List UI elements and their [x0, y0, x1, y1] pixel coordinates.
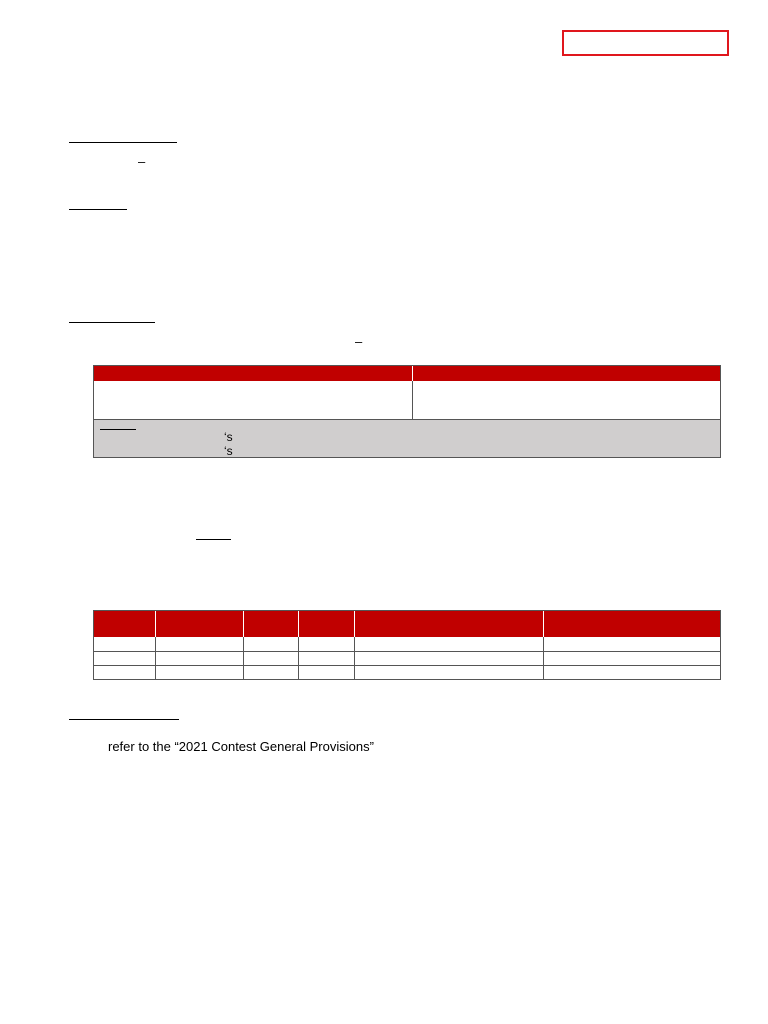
note-label-underline: [100, 429, 136, 430]
dash-mark-2: –: [355, 334, 363, 349]
schedule-column-divider-2: [243, 637, 244, 679]
schedule-header-divider-3: [298, 611, 299, 637]
schedule-table: [93, 610, 721, 680]
section-heading-underline-1: [69, 142, 177, 143]
schedule-row-divider-2: [94, 665, 720, 666]
schedule-column-divider-3: [298, 637, 299, 679]
info-table-header-divider: [412, 366, 413, 381]
schedule-column-divider-4: [354, 637, 355, 679]
info-table-note-row: [94, 420, 720, 457]
schedule-header-divider-4: [354, 611, 355, 637]
schedule-header-divider-5: [543, 611, 544, 637]
dash-mark-1: –: [138, 154, 146, 169]
top-right-box: [562, 30, 729, 56]
schedule-header-divider-1: [155, 611, 156, 637]
schedule-header-divider-2: [243, 611, 244, 637]
schedule-table-header: [94, 611, 720, 637]
general-provisions-reference: refer to the “2021 Contest General Provisions”: [108, 739, 374, 754]
section-heading-underline-2: [69, 209, 127, 210]
note-line-2: ‘s: [224, 444, 233, 458]
schedule-row-divider-1: [94, 651, 720, 652]
schedule-column-divider-1: [155, 637, 156, 679]
inline-underline: [196, 539, 231, 540]
section-heading-underline-4: [69, 719, 179, 720]
schedule-column-divider-5: [543, 637, 544, 679]
note-line-1: ‘s: [224, 430, 233, 444]
info-table-header: [94, 366, 720, 381]
section-heading-underline-3: [69, 322, 155, 323]
info-table: [93, 365, 721, 458]
info-table-column-divider: [412, 381, 413, 419]
